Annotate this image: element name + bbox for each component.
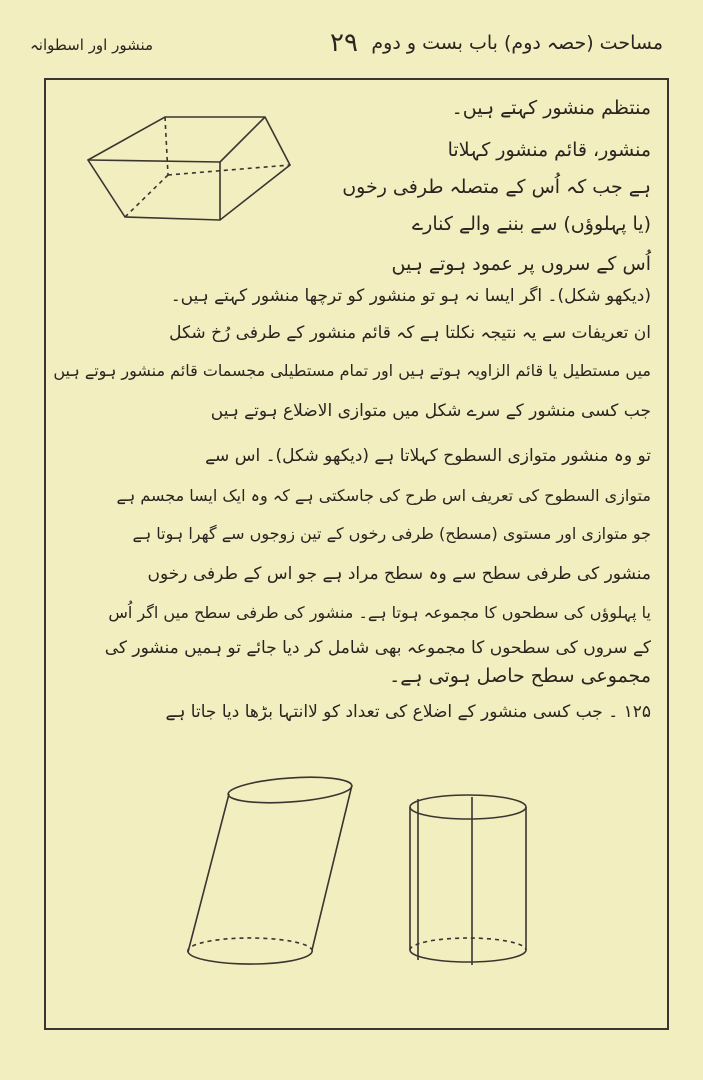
- text-line: جب کسی منشور کے سرے شکل میں متوازی الاضلاع ہوتے ہیں: [210, 401, 651, 421]
- text-line: منشور کی طرفی سطح سے وہ سطح مراد ہے جو اس کے طرفی رخوں: [147, 564, 651, 584]
- text-line: ان تعریفات سے یہ نتیجہ نکلتا ہے کہ قائم منشور کے طرفی رُخ شکل: [169, 323, 651, 343]
- right-cylinder-figure: [400, 785, 540, 980]
- text-line: ہے جب کہ اُس کے متصلہ طرفی رخوں: [342, 176, 651, 198]
- oblique-cylinder-figure: [180, 770, 370, 980]
- text-line: متوازی السطوح کی تعریف اس طرح کی جاسکتی ہے کہ وہ ایک ایسا مجسم ہے: [116, 486, 651, 505]
- text-line: کے سروں کی سطحوں کا مجموعہ بھی شامل کر دیا جائے تو ہمیں منشور کی: [104, 638, 651, 658]
- text-line: جو متوازی اور مستوی (مسطح) طرفی رخوں کے تین زوجوں سے گھرا ہوتا ہے: [132, 524, 651, 543]
- text-line: (یا پہلوؤں) سے بننے والے کنارے: [412, 213, 651, 235]
- page-number: ۲۹: [330, 28, 358, 58]
- text-line: میں مستطیل یا قائم الزاویہ ہوتے ہیں اور تمام مستطیلی مجسمات قائم منشور ہوتے ہیں: [53, 361, 651, 380]
- text-line: (دیکھو شکل)۔ اگر ایسا نہ ہو تو منشور کو ترچھا منشور کہتے ہیں۔: [170, 286, 651, 306]
- text-line: تو وہ منشور متوازی السطوح کہلاتا ہے (دیکھو شکل)۔ اس سے: [205, 446, 651, 466]
- text-line: یا پہلوؤں کی سطحوں کا مجموعہ ہوتا ہے۔ منشور کی طرفی سطح میں اگر اُس: [108, 603, 651, 622]
- text-line: منشور، قائم منشور کہلاتا: [447, 139, 651, 161]
- text-line: اُس کے سروں پر عمود ہوتے ہیں: [391, 253, 651, 275]
- header-right-text: مساحت (حصہ دوم) باب بست و دوم: [371, 32, 663, 54]
- text-line: منتظم منشور کہتے ہیں۔: [451, 97, 651, 119]
- header-left-text: منشور اور اسطوانہ: [30, 36, 154, 54]
- text-line: مجموعی سطح حاصل ہوتی ہے۔: [389, 665, 651, 687]
- text-line: ۱۲۵ ۔ جب کسی منشور کے اضلاع کی تعداد کو لاانتہا بڑھا دیا جاتا ہے: [165, 702, 651, 722]
